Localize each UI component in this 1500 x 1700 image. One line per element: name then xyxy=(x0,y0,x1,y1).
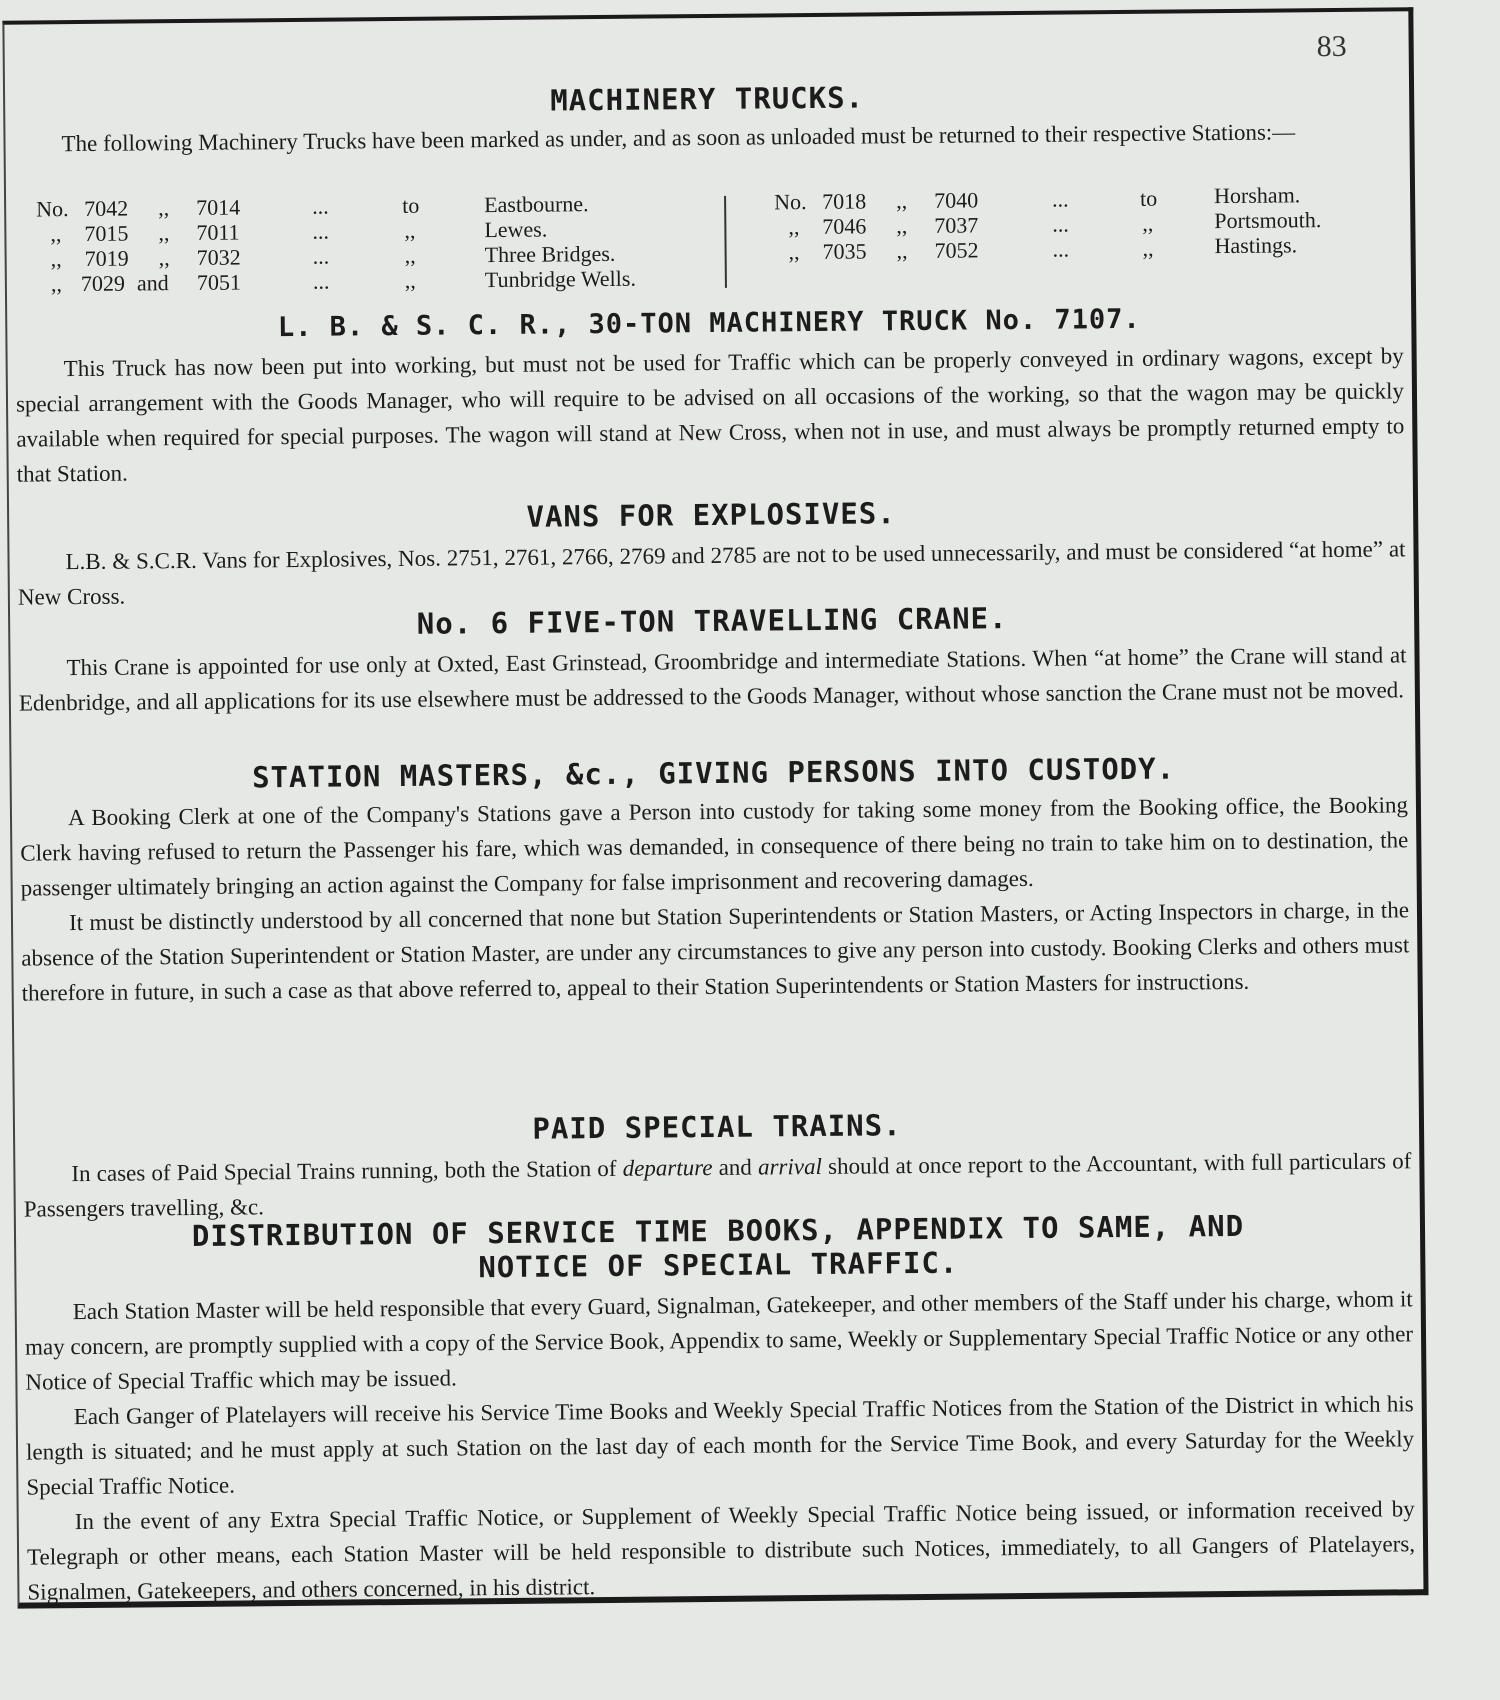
truck-number-from: 7035 xyxy=(822,238,867,264)
machinery-trucks-table xyxy=(36,183,1397,316)
truck-number-from: 7046 xyxy=(822,213,867,239)
truck-prefix: No. xyxy=(36,196,69,222)
machinery-trucks-intro: The following Machinery Trucks have been marked as under, and as soon as unloaded must be returned to their respective Stations:— xyxy=(61,119,1296,157)
truck-prefix: ,, xyxy=(788,239,800,265)
truck-number-to: 7040 xyxy=(933,187,979,213)
truck-station: Eastbourne. xyxy=(484,191,589,218)
truck-leader: ... xyxy=(312,218,330,244)
truck-join: ,, xyxy=(896,188,908,214)
right-stations-list xyxy=(1214,182,1322,258)
arrival-italic: arrival xyxy=(757,1153,823,1180)
truck-join: ,, xyxy=(896,213,908,239)
truck-prefix: ,, xyxy=(50,246,62,272)
truck-station: Lewes. xyxy=(484,216,548,243)
truck-leader: ... xyxy=(1052,236,1070,262)
truck-to: ,, xyxy=(404,242,416,268)
truck-station: Tunbridge Wells. xyxy=(484,265,637,293)
truck-number-to: 7011 xyxy=(196,219,240,245)
custody-heading: STATION MASTERS, &c., GIVING PERSONS INTO CUSTODY. xyxy=(251,751,1176,795)
truck-leader: ... xyxy=(312,193,329,219)
truck-prefix: ,, xyxy=(788,214,800,240)
explosives-section xyxy=(17,491,1406,614)
paid-special-text: and xyxy=(712,1154,759,1180)
truck-number-from: 7018 xyxy=(822,188,867,214)
truck-to: to xyxy=(1139,185,1158,211)
truck-leader: ... xyxy=(312,268,330,294)
truck-number-to: 7037 xyxy=(934,212,979,238)
paid-special-text: should at once report to the Accountant, with full particulars of Passengers travelling, &c. xyxy=(23,1148,1412,1222)
truck-station: Three Bridges. xyxy=(484,240,616,268)
paid-special-heading: PAID SPECIAL TRAINS. xyxy=(532,1108,902,1146)
paid-special-section xyxy=(23,1103,1412,1226)
truck-join: ,, xyxy=(158,245,170,271)
truck-number-to: 7032 xyxy=(196,244,241,270)
truck-leader: ... xyxy=(1052,211,1069,237)
truck-prefix: No. xyxy=(774,189,807,215)
distribution-para-2: Each Ganger of Platelayers will receive his Service Time Books and Weekly Special Traffic Notices from the Station of the District in which his length is situated; and he must apply at such Station on the last day of each month for the Service Time Book, and every Saturday for the Weekly Special Traffic Notice. xyxy=(25,1391,1415,1500)
truck-7107-heading: L. B. & S. C. R., 30-TON MACHINERY TRUCK No. 7107. xyxy=(277,303,1141,344)
truck-join: ,, xyxy=(158,220,170,246)
machinery-trucks-heading: MACHINERY TRUCKS. xyxy=(550,80,865,118)
explosives-body: L.B. & S.C.R. Vans for Explosives, Nos. 2751, 2761, 2766, 2769 and 2785 are not to be used unnecessarily, and must be considered “at home” at New Cross. xyxy=(17,536,1406,610)
truck-prefix: ,, xyxy=(50,271,62,297)
distribution-para-3: In the event of any Extra Special Traffic Notice, or Supplement of Weekly Special Traffic Notice being issued, or information received by Telegraph or other means, each Station Master will be held responsible to distribute such Notices, immediately, to all Gangers of Platelayers, Signalmen, Gatekeepers, and others concerned, in his district. xyxy=(26,1496,1416,1605)
truck-number-from: 7019 xyxy=(84,245,129,271)
distribution-heading-line-2: NOTICE OF SPECIAL TRAFFIC. xyxy=(478,1245,959,1285)
truck-number-to: 7014 xyxy=(196,194,241,220)
departure-italic: departure xyxy=(622,1154,713,1181)
paid-special-text: In cases of Paid Special Trains running, both the Station of xyxy=(71,1155,623,1187)
truck-join: ,, xyxy=(158,195,170,221)
crane-body: This Crane is appointed for use only at Oxted, East Grinstead, Groombridge and intermediate Stations. When “at home” the Crane will stand at Edenbridge, and all applications for its use elsewhere must be addressed to the Goods Manager, without whose sanction the Crane must not be moved. xyxy=(18,642,1407,716)
truck-number-to: 7051 xyxy=(196,269,241,295)
truck-to: ,, xyxy=(404,217,416,243)
custody-para-2: It must be distinctly understood by all concerned that none but Station Superintendents or Station Masters, or Acting Inspectors in charge, in the absence of the Station Superintendent or Station Master, are under any circumstances to give any person into custody. Booking Clerks and others must therefore in future, in such a case as that above referred to, appeal to their Station Superintendents or Station Masters for instructions. xyxy=(21,897,1410,1006)
truck-join: and xyxy=(136,270,169,296)
truck-station: Portsmouth. xyxy=(1214,207,1322,234)
truck-number-from: 7029 xyxy=(80,270,125,297)
truck-station: Horsham. xyxy=(1213,182,1301,209)
truck-number-from: 7015 xyxy=(84,220,129,246)
crane-heading: No. 6 FIVE-TON TRAVELLING CRANE. xyxy=(416,601,1008,641)
custody-section xyxy=(19,749,1409,1010)
distribution-heading-line-1: DISTRIBUTION OF SERVICE TIME BOOKS, APPENDIX TO SAME, AND xyxy=(191,1208,1245,1253)
trucks-right-column xyxy=(774,185,1158,265)
machinery-trucks-section xyxy=(13,75,1402,161)
truck-to: ,, xyxy=(1142,235,1154,261)
page-number: 83 xyxy=(1316,29,1347,64)
truck-to: to xyxy=(402,192,420,218)
custody-para-1: A Booking Clerk at one of the Company's Stations gave a Person into custody for taking some money from the Booking office, the Booking Clerk having refused to return the Passenger his fare, which was demanded, in consequence of there being no train to take him on to destination, the passenger ultimately bringing an action against the Company for false imprisonment and recovering damages. xyxy=(20,792,1409,901)
truck-to: ,, xyxy=(404,267,416,293)
truck-7107-section xyxy=(15,301,1405,491)
column-divider xyxy=(724,196,727,288)
truck-station: Hastings. xyxy=(1214,232,1298,259)
page-border xyxy=(2,7,1428,1608)
truck-join: ,, xyxy=(896,238,908,264)
trucks-left-column xyxy=(36,191,637,297)
distribution-section xyxy=(24,1207,1416,1609)
truck-number-to: 7052 xyxy=(934,237,979,263)
distribution-para-1: Each Station Master will be held responsible that every Guard, Signalman, Gatekeeper, and other members of the Staff under his charge, whom it may concern, are promptly supplied with a copy of the Service Book, Appendix to same, Weekly or Supplementary Special Traffic Notice or any other Notice of Special Traffic which may be issued. xyxy=(24,1286,1414,1395)
page-content xyxy=(4,11,1423,1605)
truck-leader: ... xyxy=(312,243,330,269)
truck-number-from: 7042 xyxy=(84,195,129,221)
truck-prefix: ,, xyxy=(50,221,62,247)
truck-7107-body: This Truck has now been put into working, but must not be used for Traffic which can be properly conveyed in ordinary wagons, except by special arrangement with the Goods Manager, who will require to be advised on all occasions of the working, so that the wagon may be quickly available when required for special purposes. The wagon will stand at New Cross, when not in use, and must always be promptly returned empty to that Station. xyxy=(15,343,1405,487)
truck-leader: ... xyxy=(1051,186,1069,212)
truck-to: ,, xyxy=(1142,210,1154,236)
explosives-heading: VANS FOR EXPLOSIVES. xyxy=(526,496,896,534)
crane-section xyxy=(18,597,1407,720)
